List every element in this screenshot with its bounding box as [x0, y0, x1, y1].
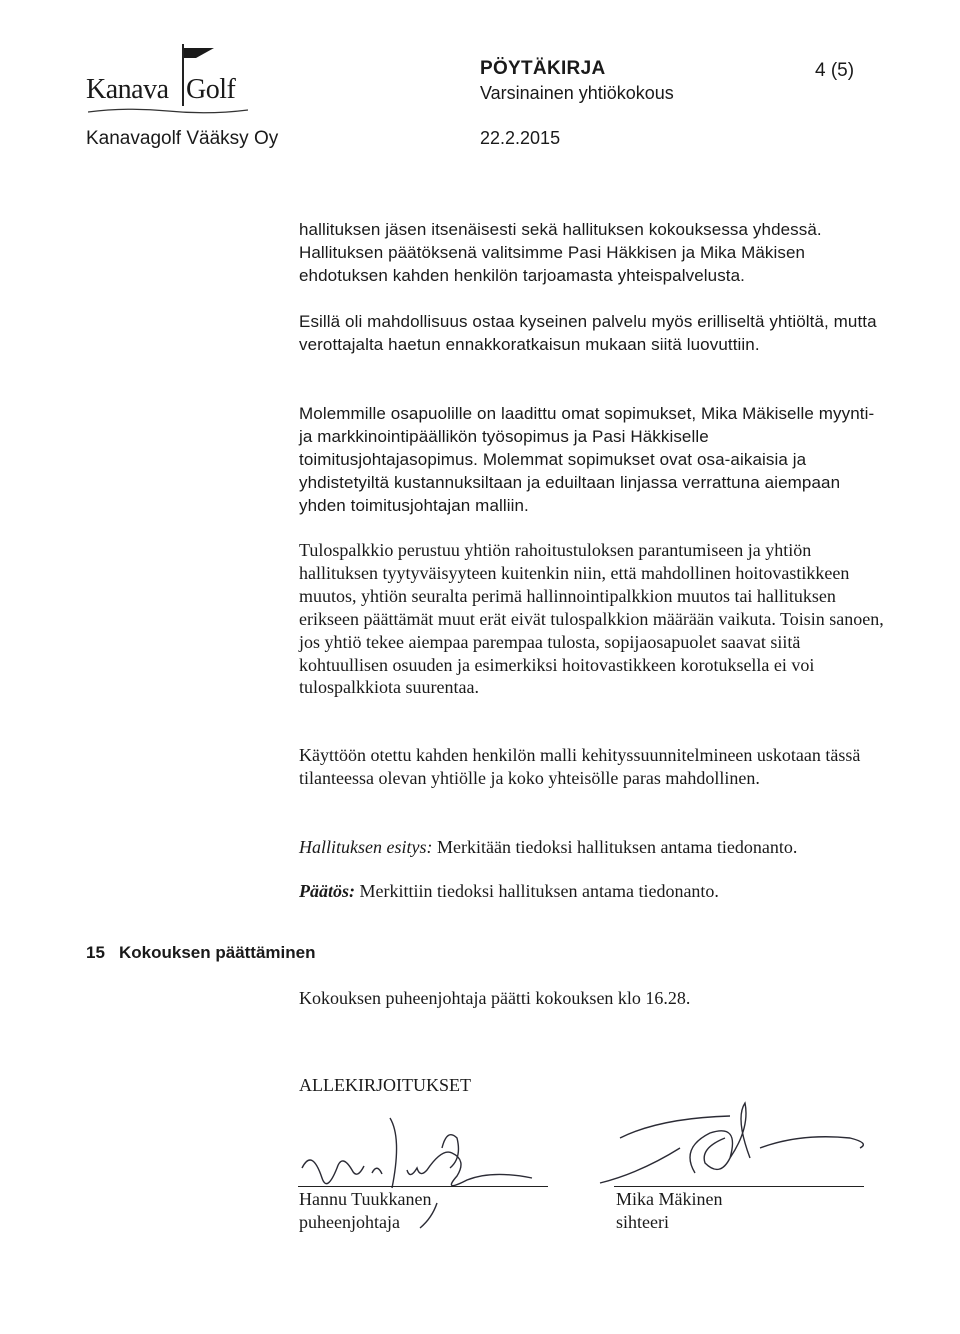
- signer-1-name: Hannu Tuukkanen: [299, 1189, 432, 1209]
- proposal-text: Merkitään tiedoksi hallituksen antama tiedonanto.: [432, 837, 798, 857]
- paragraph-closing: Kokouksen puheenjohtaja päätti kokouksen klo 16.28.: [299, 988, 691, 1008]
- proposal-label: Hallituksen esitys:: [299, 837, 433, 857]
- decision-label: Päätös:: [299, 881, 355, 901]
- logo-word-golf: Golf: [186, 74, 236, 105]
- signature-2-handwriting: [580, 1088, 880, 1198]
- signature-line-1: [298, 1186, 548, 1187]
- board-proposal: [299, 836, 889, 859]
- document-subtitle: Varsinainen yhtiökokous: [480, 83, 674, 103]
- paragraph-alternative: Esillä oli mahdollisuus ostaa kyseinen palvelu myös erilliseltä yhtiöltä, mutta verottajalta haetun ennakkoratkaisun mukaan siitä luovuttiin.: [299, 312, 877, 354]
- signer-1-role: puheenjohtaja: [299, 1212, 400, 1232]
- logo-word-kanava: Kanava: [86, 74, 169, 105]
- section-number: 15: [86, 943, 105, 962]
- signer-2-name: Mika Mäkinen: [616, 1189, 723, 1209]
- logo-swoosh-icon: [88, 106, 248, 116]
- company-name: Kanavagolf Vääksy Oy: [86, 128, 279, 149]
- paragraph-contracts: Molemmille osapuolille on laadittu omat sopimukset, Mika Mäkiselle myynti- ja markkinointipäällikön työsopimus ja Pasi Häkkiselle toimitusjohtajasopimus. Molemmat sopimukset ovat osa-aikaisia ja yhdistetyiltä kustannuksiltaan ja eduiltaan linjassa verrattuna aiempaan yhden toimitusjohtajan malliin.: [299, 404, 875, 515]
- document-date: 22.2.2015: [480, 128, 561, 148]
- signatures-heading: ALLEKIRJOITUKSET: [299, 1075, 471, 1095]
- paragraph-board-decision: hallituksen jäsen itsenäisesti sekä hallituksen kokouksessa yhdessä. Hallituksen päätöksenä valitsimme Pasi Häkkisen ja Mika Mäkisen ehdotuksen kahden henkilön tarjoamasta yhteispalvelusta.: [299, 220, 822, 285]
- section-title: Kokouksen päättäminen: [119, 943, 316, 962]
- flag-icon: [184, 48, 214, 58]
- page-number: 4 (5): [815, 60, 855, 81]
- company-logo: [86, 44, 261, 114]
- decision-text: Merkittiin tiedoksi hallituksen antama tiedonanto.: [355, 881, 719, 901]
- signer-2-role: sihteeri: [616, 1212, 669, 1232]
- document-title: PÖYTÄKIRJA: [480, 58, 606, 79]
- decision: [299, 880, 889, 903]
- paragraph-model: Käyttöön otettu kahden henkilön malli kehityssuunnitelmineen uskotaan tässä tilanteessa olevan yhtiölle ja koko yhteisölle paras mahdollinen.: [299, 745, 861, 788]
- signature-line-2: [614, 1186, 864, 1187]
- paragraph-bonus: Tulospalkkio perustuu yhtiön rahoitustuloksen parantumiseen ja yhtiön hallituksen tyytyväisyyteen kuitenkin niin, että mahdollinen hoitovastikkeen muutos, yhtiön seuralta perimä hallinnointipalkkion muutos tai hallituksen erikseen päättämät muut erät eivät tulospalkkion määrään vaikuta. Toisin sanoen, jos yhtiö tekee aiempaa parempaa tulosta, sopijaosapuolet saavat siitä kohtuullisen osuuden ja esimerkiksi hoitovastikkeen korotuksella ei voi tulospalkkiota suurentaa.: [299, 540, 884, 698]
